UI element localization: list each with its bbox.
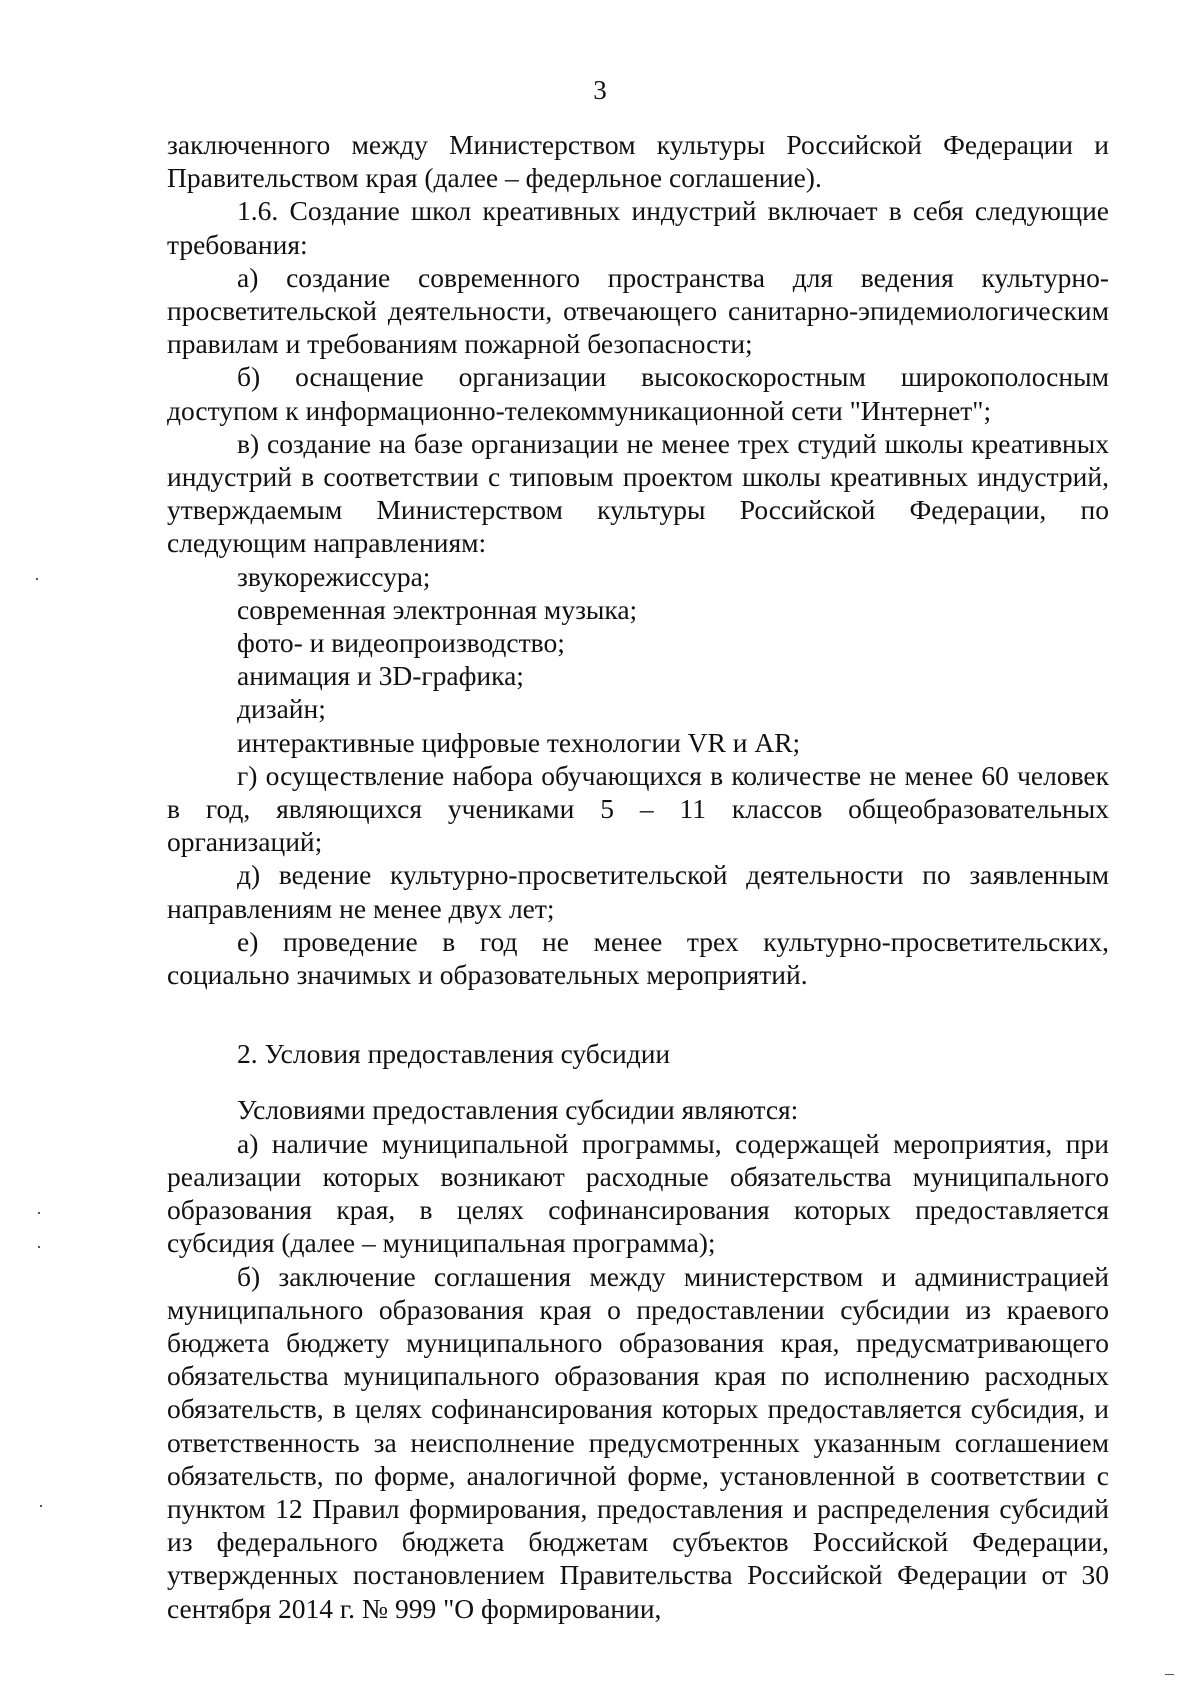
requirement-d: д) ведение культурно-просветительской деятельности по заявленным направлениям не менее двух лет; <box>167 859 1109 924</box>
document-body <box>167 128 1109 1625</box>
requirement-v: в) создание на базе организации не менее трех студий школы креативных индустрий в соответствии с типовым проектом школы креативных индустрий, утверждаемым Министерством культуры Российской Федерации, по следующим направлениям: <box>167 427 1109 559</box>
scan-speck <box>36 578 38 580</box>
requirement-e: е) проведение в год не менее трех культурно-просветительских, социально значимых и образовательных мероприятий. <box>167 925 1109 991</box>
list-item: интерактивные цифровые технологии VR и AR; <box>237 726 801 758</box>
scan-speck <box>40 1505 42 1507</box>
list-item: дизайн; <box>237 693 326 725</box>
requirement-a: а) создание современного пространства для ведения культурно-просветительской деятельности, отвечающего санитарно-эпидемиологическим правилам и требованиям пожарной безопасности; <box>167 261 1109 360</box>
list-item: анимация и 3D-графика; <box>237 660 524 692</box>
condition-b: б) заключение соглашения между министерством и администрацией муниципального образования края о предоставлении субсидии из краевого бюджета бюджету муниципального образования края, предусматривающего обязательства муниципального образования края по исполнению расходных обязательств, в целях софинансирования которых предоставляется субсидия, и ответственность за неисполнение предусмотренных указанным соглашением обязательств, по форме, аналогичной форме, установленной в соответствии с пунктом 12 Правил формирования, предоставления и распределения субсидий из федерального бюджета бюджетам субъектов Российской Федерации, утвержденных постановлением Правительства Российской Федерации от 30 сентября 2014 г. № 999 "О формировании, <box>167 1260 1109 1624</box>
scan-speck <box>38 1246 40 1248</box>
page-number: 3 <box>593 75 607 105</box>
paragraph-1-6: 1.6. Создание школ креативных индустрий включает в себя следующие требования: <box>167 195 1109 260</box>
paragraph-continuation: заключенного между Министерством культуры Российской Федерации и Правительством края (далее – федерльное соглашение). <box>167 129 1109 194</box>
list-item: современная электронная музыка; <box>237 593 638 625</box>
list-item: звукорежиссура; <box>237 560 431 592</box>
requirement-g: г) осуществление набора обучающихся в количестве не менее 60 человек в год, являющихся учениками 5 – 11 классов общеобразовательных организаций; <box>167 759 1109 858</box>
scan-speck <box>38 1212 40 1214</box>
section-heading: 2. Условия предоставления субсидии <box>237 1038 671 1070</box>
directions-list <box>167 560 1109 759</box>
section-lead: Условиями предоставления субсидии являются: <box>237 1094 799 1126</box>
list-item: фото- и видеопроизводство; <box>237 627 565 659</box>
scan-speck <box>1165 1674 1174 1675</box>
requirement-b: б) оснащение организации высокоскоростным широкополосным доступом к информационно-телекоммуникационной сети "Интернет"; <box>167 361 1109 426</box>
condition-a: а) наличие муниципальной программы, содержащей мероприятия, при реализации которых возникают расходные обязательства муниципального образования края, в целях софинансирования которых предоставляется субсидия (далее – муниципальная программа); <box>167 1127 1109 1259</box>
